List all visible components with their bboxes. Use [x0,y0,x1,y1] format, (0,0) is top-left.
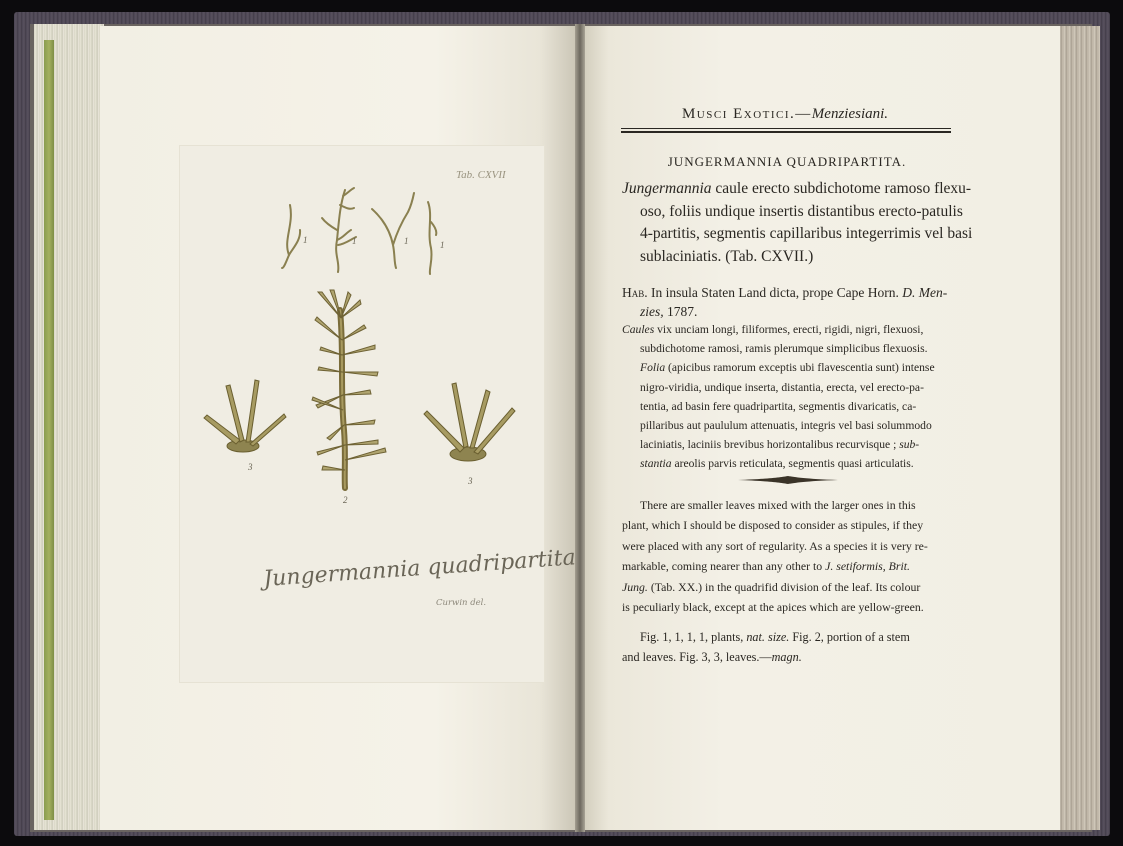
header-rule-top [621,128,951,129]
figure-explanation [622,627,962,667]
desc-line-7: laciniatis, laciniis brevibus horizontalibus recurvisque ; [640,438,900,452]
desc-line-1: vix unciam longi, filiformes, erecti, rigidi, nigri, flexuosi, [654,323,924,336]
fig2-stem-portion [312,290,386,488]
habitat-year: 1787. [663,304,698,319]
desc-line-4: nigro-viridia, undique inserta, distantia, erecta, vel erecto-pa- [640,380,924,394]
desc-caules-label: Caules [622,323,655,336]
species-title: JUNGERMANNIA QUADRIPARTITA. [667,154,907,169]
fig1-plants [282,188,436,274]
note-line-5-ital: Jung. [622,579,648,594]
diagnosis-genus: Jungermannia [622,180,712,197]
fig3-label-left: 3 [248,462,253,472]
note-line-3: were placed with any sort of regularity. As a species it is very re- [622,538,928,553]
diagnosis-line-4: sublaciniatis. (Tab. CXVII.) [640,247,814,265]
note-line-5: (Tab. XX.) in the quadrifid division of the leaf. Its colour [647,579,921,594]
habitat-text: In insula Staten Land dicta, prope Cape Horn. [647,285,903,300]
note-line-1: There are smaller leaves mixed with the larger ones in this [640,498,916,512]
fig1-label-a: 1 [303,235,308,245]
desc-line-6: pillaribus aut paululum attenuatis, integris vel basi solummodo [640,419,932,433]
figs-line-2a: and leaves. Fig. 3, 3, leaves.— [622,650,772,664]
header-prefix: Musci Exotici.— [681,106,812,122]
figs-line-2-ital: magn. [771,650,802,664]
diagnosis-line-1: caule erecto subdichotome ramoso flexu- [711,180,972,197]
header-rule-bottom [621,131,951,133]
desc-folia-label: Folia [640,361,666,375]
desc-line-8: areolis parvis reticulata, segmentis quasi articulatis. [671,457,914,471]
desc-line-3: (apicibus ramorum exceptis ubi flavescentia sunt) intense [665,361,935,375]
desc-line-7-ital: sub- [899,438,920,452]
habitat-collector-cont: zies, [640,304,664,319]
diagnosis-line-3: 4-partitis, segmentis capillaribus integerrimis vel basi [640,225,973,242]
artist-signature: Curwin del. [436,598,487,608]
note-line-4: markable, coming nearer than any other to [622,559,826,574]
habitat [622,283,962,321]
running-header [620,106,950,123]
plate-number: Tab. CXVII [456,169,506,181]
note-line-6: is peculiarly black, except at the apices which are yellow-green. [622,600,924,615]
note-line-4-ital: J. setiformis, Brit. [825,559,910,574]
fig1-label-d: 1 [440,240,445,250]
fig1-label-c: 1 [404,236,409,246]
plant-4 [428,202,436,274]
ornament-rule [738,476,838,484]
description [622,320,962,474]
plant-3 [372,193,414,268]
note-line-2: plant, which I should be disposed to consider as stipules, if they [622,518,924,533]
diagnosis [622,178,973,268]
desc-line-5: tentia, ad basin fere quadripartita, segmentis divaricatis, ca- [640,399,917,413]
fig2-label: 2 [343,495,348,505]
diagnosis-line-2: oso, foliis undique insertis distantibus erecto-patulis [640,202,963,220]
desc-line-8-ital: stantia [640,457,672,471]
header-italic: Menziesiani. [811,106,889,122]
habitat-label: Hab. [622,285,648,300]
figs-line-1b: Fig. 2, portion of a stem [789,630,910,644]
plate-title-script: Jungermannia quadripartita [262,545,577,592]
plant-2 [336,190,345,272]
desc-line-2: subdichotome ramosi, ramis plerumque simplicibus flexuosis. [640,342,928,356]
fig3-label-right: 3 [468,476,473,486]
habitat-collector: D. Men- [902,285,948,300]
plant-1 [287,205,300,255]
figs-line-1-ital: nat. size. [746,630,790,644]
fig3-leaf-right [424,383,515,461]
fig1-label-b: 1 [352,236,357,246]
figs-line-1a: Fig. 1, 1, 1, 1, plants, [640,630,747,644]
remarks [622,495,962,617]
fig3-leaf-left [204,380,286,452]
